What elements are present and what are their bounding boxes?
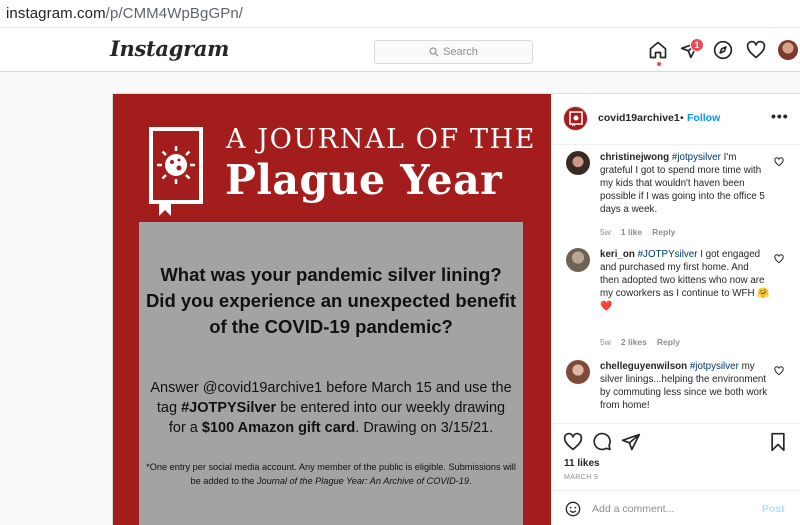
instagram-header xyxy=(0,28,800,72)
comment-likes[interactable]: 1 like xyxy=(620,227,643,237)
home-icon[interactable] xyxy=(648,40,668,60)
account-avatar[interactable] xyxy=(563,106,588,131)
comment-likes[interactable]: 2 likes xyxy=(620,337,647,347)
comment-icon[interactable] xyxy=(592,432,612,452)
comments-list[interactable] xyxy=(552,145,800,423)
comment-reply-button[interactable]: Reply xyxy=(652,227,676,237)
post-actions xyxy=(552,423,800,525)
follow-button[interactable]: Follow xyxy=(687,112,721,124)
prompt-question: What was your pandemic silver lining? Did you experience an unexpected benefit of the COVID-19 pandemic? xyxy=(145,264,517,337)
answer-text-3: . Drawing on 3/15/21. xyxy=(355,420,494,436)
activity-heart-icon[interactable] xyxy=(746,40,766,60)
answer-text-2: be entered into our weekly drawing for a xyxy=(168,400,506,436)
post-image[interactable] xyxy=(113,94,551,525)
journal-bookmark-icon xyxy=(148,126,204,218)
more-options-button[interactable]: ••• xyxy=(771,108,789,124)
add-comment-input[interactable] xyxy=(592,499,752,519)
fineprint-text-2: . xyxy=(468,476,472,486)
comment-text xyxy=(600,248,770,313)
post-header xyxy=(552,94,800,145)
journal-title-line1: A JOURNAL OF THE xyxy=(226,124,537,155)
post-date: MARCH 9 xyxy=(564,474,599,481)
search-placeholder: Search xyxy=(443,46,478,58)
journal-logo-icon xyxy=(569,111,583,127)
comment-hashtag[interactable]: #jotpysilver xyxy=(689,361,739,372)
emoji-icon[interactable] xyxy=(565,501,581,517)
comment-time: 5w xyxy=(600,337,611,347)
comment-avatar[interactable] xyxy=(566,151,590,175)
comment-text xyxy=(600,360,770,412)
prompt-fineprint xyxy=(139,460,523,488)
comment-meta xyxy=(600,337,690,347)
add-comment-bar xyxy=(552,490,800,525)
url-host: instagram.com xyxy=(6,5,106,22)
post-comment-button[interactable]: Post xyxy=(762,503,785,515)
browser-url-bar[interactable] xyxy=(0,0,800,28)
account-name[interactable]: covid19archive1 xyxy=(598,112,680,124)
comment-like-icon[interactable] xyxy=(774,157,784,167)
comment-hashtag[interactable]: #jotpysilver xyxy=(671,152,721,163)
header-separator: • xyxy=(680,112,684,124)
comment-body: I got engaged and purchased my first home. And then adopted two kittens who now are my coworkers as I continue to WFH 🤗❤️ xyxy=(600,249,770,312)
fineprint-journal-name: Journal of the Plague Year: An Archive of COVID-19 xyxy=(256,476,469,486)
comment-username[interactable]: keri_on xyxy=(600,249,635,260)
comment-username[interactable]: christinejwong xyxy=(600,152,670,163)
comment-avatar[interactable] xyxy=(566,248,590,272)
prompt-instructions xyxy=(139,378,523,438)
comment-body: my silver linings...helping the environment by commuting less since we both work from home! xyxy=(600,361,768,411)
prompt-box xyxy=(139,222,523,525)
likes-count[interactable]: 11 likes xyxy=(564,458,600,469)
like-icon[interactable] xyxy=(563,432,583,452)
comment-username[interactable]: chelleguyenwilson xyxy=(600,361,688,372)
search-input[interactable] xyxy=(374,40,533,64)
comment-text xyxy=(600,151,770,216)
active-page-indicator xyxy=(657,62,661,66)
answer-text-1: Answer @covid19archive1 before March 15 and use the tag xyxy=(150,380,512,416)
comment-like-icon[interactable] xyxy=(774,366,784,376)
comment-body: I'm grateful I got to spend more time with my kids that wouldn't haven been possible if I was going into the office 5 days a week. xyxy=(600,152,765,215)
url-text[interactable] xyxy=(6,5,243,22)
post-card xyxy=(112,93,800,525)
url-path: /p/CMM4WpBgGPn/ xyxy=(105,5,244,22)
comment-time: 5w xyxy=(600,227,611,237)
explore-icon[interactable] xyxy=(713,40,733,60)
notification-badge: 1 xyxy=(690,38,704,52)
comment-reply-button[interactable]: Reply xyxy=(656,337,681,347)
journal-title-line2: Plague Year xyxy=(225,156,503,204)
save-bookmark-icon[interactable] xyxy=(768,432,788,452)
fineprint-text-1: *One entry per social media account. Any member of the public is eligible. Submissions will be added to the xyxy=(146,462,516,486)
answer-prize: $100 Amazon gift card xyxy=(201,420,356,436)
comment-like-icon[interactable] xyxy=(774,254,784,264)
profile-avatar[interactable] xyxy=(778,40,798,60)
comment-hashtag[interactable]: #JOTPYsilver xyxy=(637,249,698,260)
search-icon xyxy=(429,47,439,57)
comment-meta xyxy=(600,227,685,237)
share-icon[interactable] xyxy=(621,432,641,452)
comment-avatar[interactable] xyxy=(566,360,590,384)
instagram-logo[interactable]: Instagram xyxy=(110,36,230,61)
answer-hashtag: #JOTPYSilver xyxy=(181,400,277,416)
post-side-panel xyxy=(551,94,800,525)
